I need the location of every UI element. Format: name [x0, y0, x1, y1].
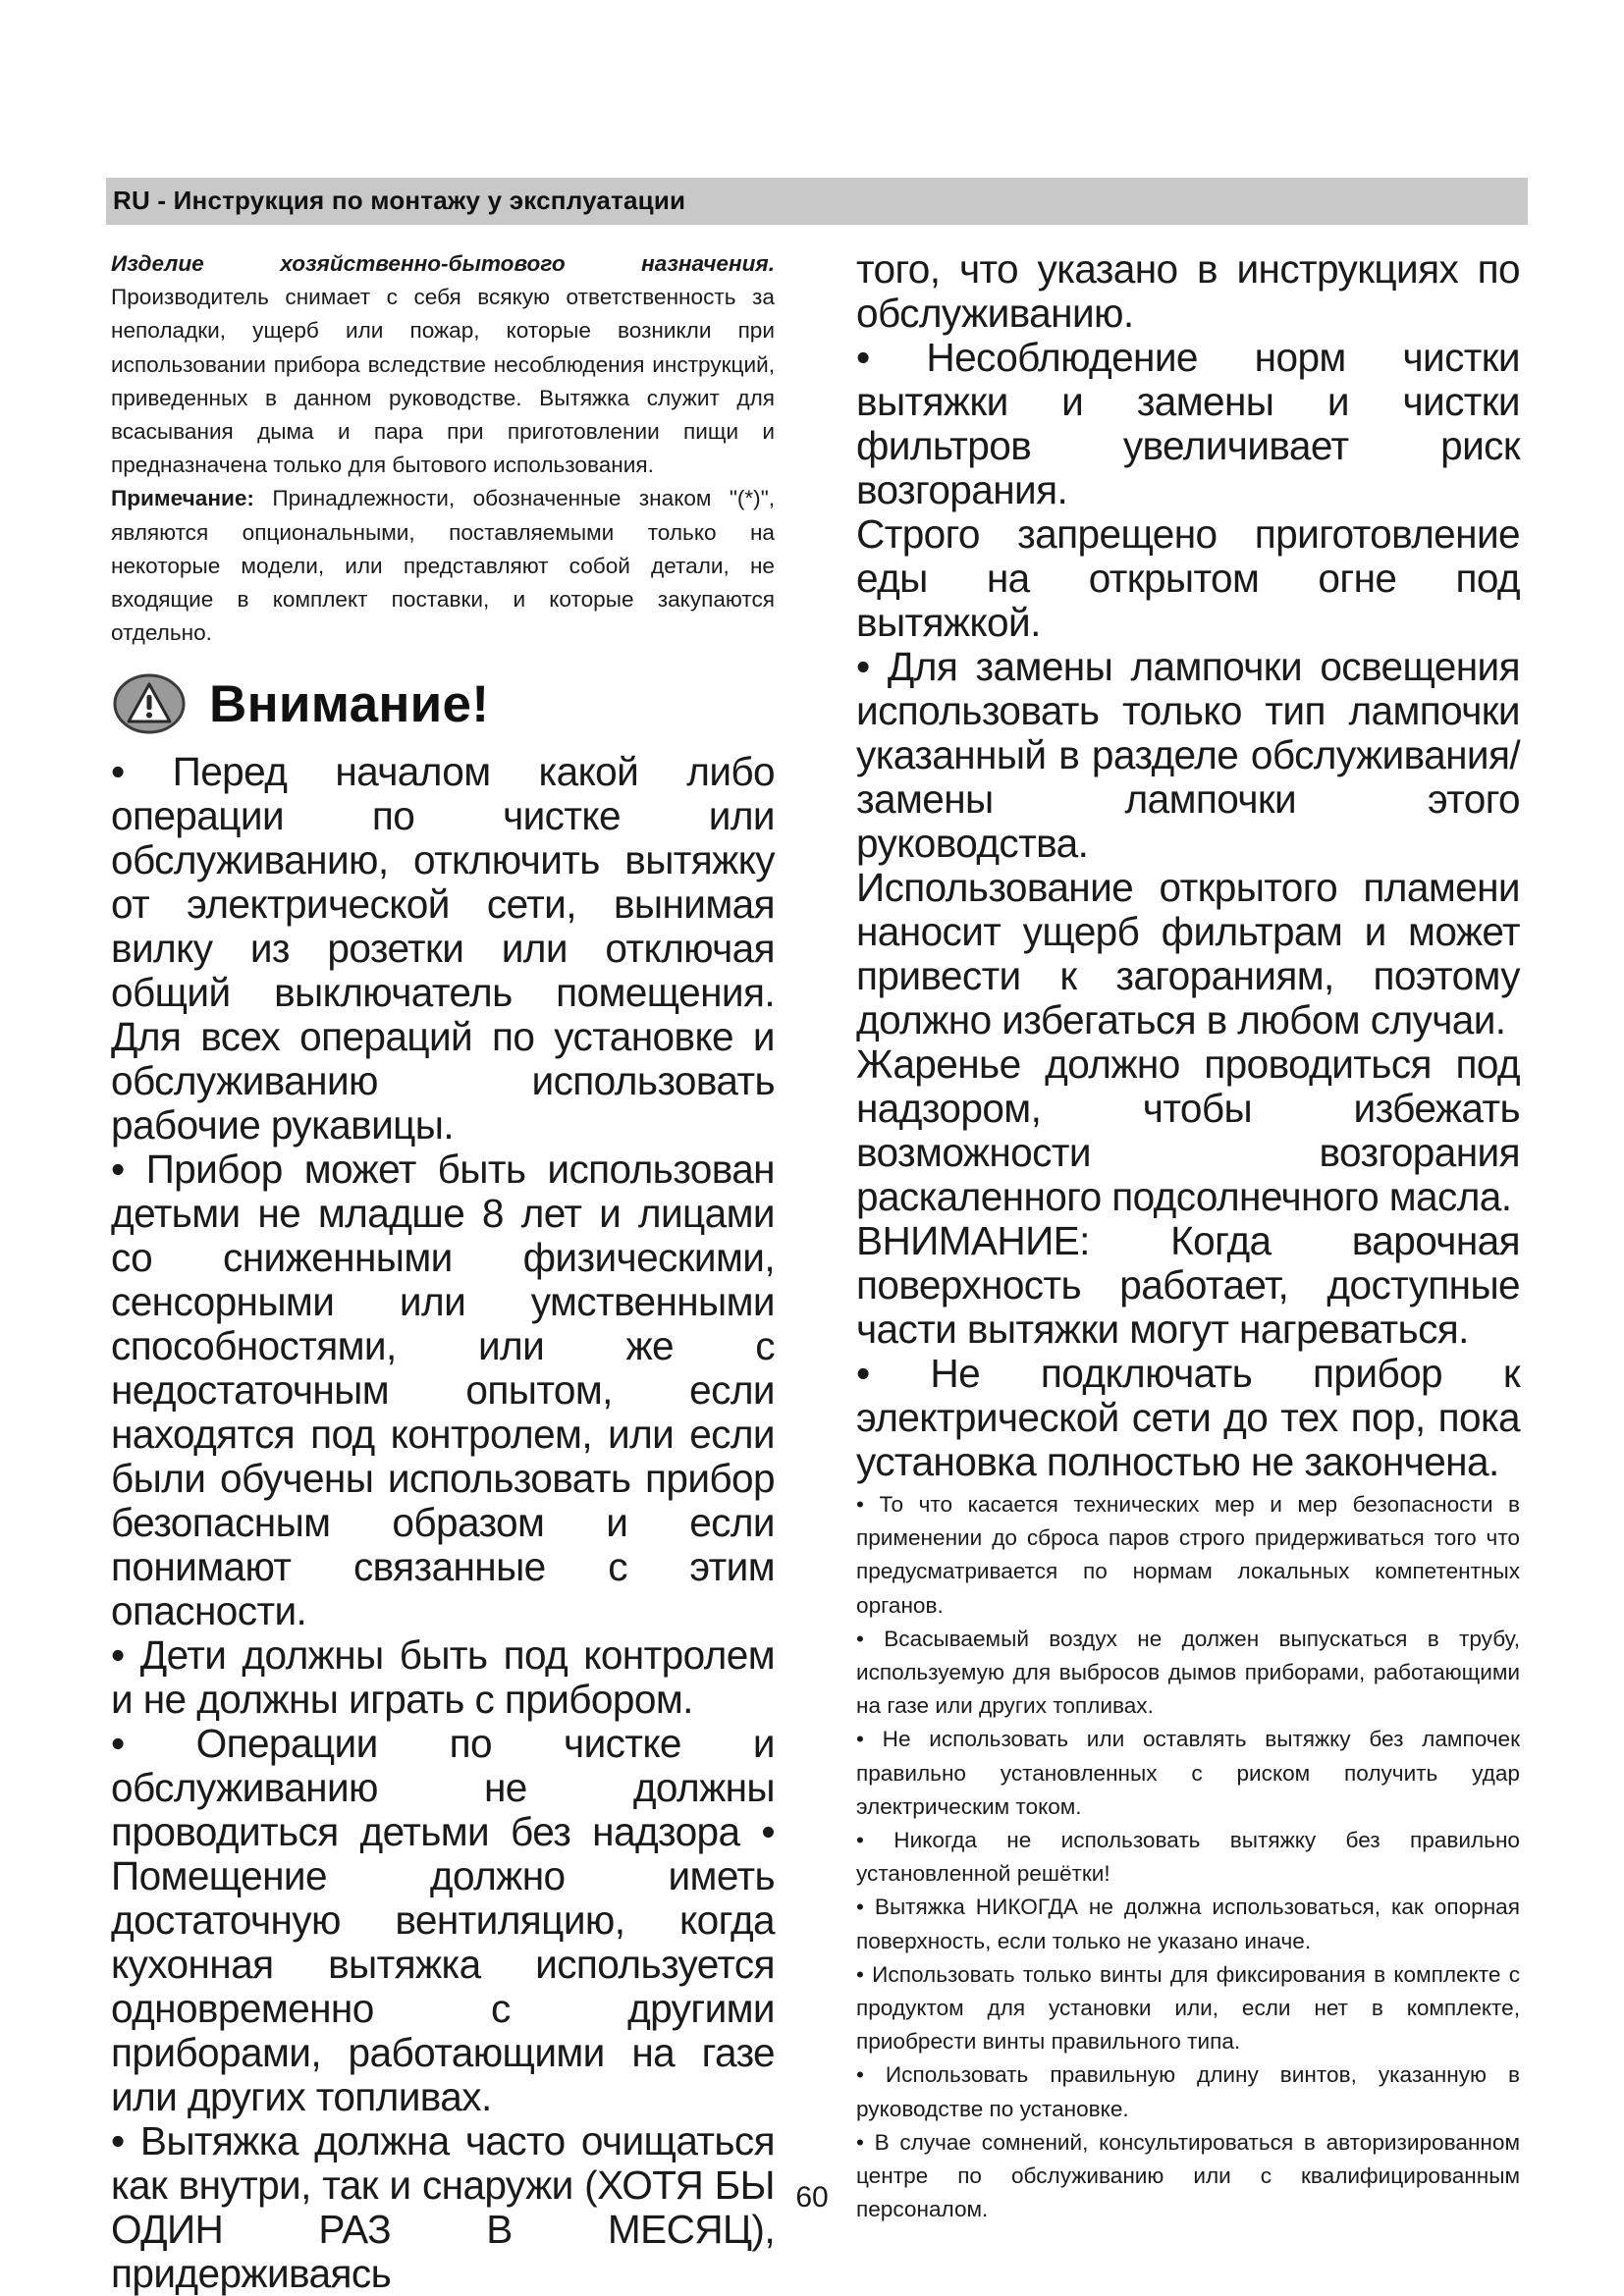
note-label: Примечание: [111, 486, 254, 511]
safety-paragraph-11: Жаренье должно проводиться под надзором, чтобы избежать возможности возгорания раскаленного подсолнечного масла. [856, 1041, 1520, 1219]
safety-paragraph-13: • Не подключать прибор к электрической сети до тех пор, пока установка полностью не закончена. [856, 1351, 1520, 1484]
safety-paragraph-12: ВНИМАНИЕ: Когда варочная поверхность работает, доступные части вытяжки могут нагреваться. [856, 1218, 1520, 1352]
warning-title: Внимание! [209, 674, 490, 733]
safety-note-2: • Всасываемый воздух не должен выпускаться в трубу, используемую для выбросов дымов приборами, работающими на газе или других топливах. [856, 1626, 1520, 1719]
safety-note-3: • Не использовать или оставлять вытяжку без лампочек правильно установленных с риском получить удар электрическим током. [856, 1727, 1520, 1819]
section-header-title: RU - Инструкция по монтажу у эксплуатации [113, 186, 686, 215]
section-header [106, 178, 1528, 225]
safety-note-5: • Вытяжка НИКОГДА не должна использоваться, как опорная поверхность, если только не указано иначе. [856, 1895, 1520, 1953]
right-column [856, 247, 1520, 2226]
warning-triangle-icon [113, 673, 186, 734]
safety-paragraph-8: Строго запрещено приготовление еды на открытом огне под вытяжкой. [856, 511, 1520, 645]
safety-note-1: • То что касается технических мер и мер безопасности в применении до сброса паров строго придерживаться того что предусматривается по нормам локальных компетентных органов. [856, 1492, 1520, 1618]
accessories-note [111, 482, 775, 650]
page-number: 60 [795, 2181, 829, 2214]
safety-paragraph-2: • Прибор может быть использован детьми не младше 8 лет и лицами со сниженными физическими, сенсорными или умственными способностями, или же с недостаточным опытом, если находятся под контролем, или если были обучены использовать прибор безопасным образом и если понимают связанные с этим опасности. [111, 1147, 775, 1634]
safety-paragraph-3: • Дети должны быть под контролем и не должны играть с прибором. [111, 1632, 775, 1723]
warning-heading [111, 666, 775, 742]
left-column [111, 247, 775, 2296]
safety-paragraph-9: • Для замены лампочки освещения использовать только тип лампочки указанный в разделе обслуживания/замены лампочки этого руководства. [856, 644, 1520, 866]
safety-note-8: • В случае сомнений, консультироваться в авторизированном центре по обслуживанию или с квалифицированным персоналом. [856, 2129, 1520, 2222]
liability-intro-text: Производитель снимает с себя всякую ответственность за неполадки, ущерб или пожар, которые возникли при использовании прибора вследствие несоблюдения инструкций, приведенных в данном руководстве. Вытяжка служит для всасывания дыма и пара при приготовлении пищи и предназначена только для бытового использования. [111, 285, 775, 478]
safety-paragraph-6: того, что указано в инструкциях по обслуживанию. [856, 246, 1520, 336]
safety-paragraph-4: • Операции по чистке и обслуживанию не должны проводиться детьми без надзора • Помещение должно иметь достаточную вентиляцию, когда кухонная вытяжка используется одновременно с другими приборами, работающими на газе или других топливах. [111, 1721, 775, 2120]
safety-note-6: • Использовать только винты для фиксирования в комплекте с продуктом для установки или, если нет в комплекте, приобрести винты правильного типа. [856, 1961, 1520, 2055]
safety-paragraph-7: • Несоблюдение норм чистки вытяжки и замены и чистки фильтров увеличивает риск возгорания. [856, 335, 1520, 512]
safety-paragraph-5: • Вытяжка должна часто очищаться как внутри, так и снаружи (ХОТЯ БЫ ОДИН РАЗ В МЕСЯЦ), придерживаясь [111, 2118, 775, 2296]
safety-paragraph-1: • Перед началом какой либо операции по чистке или обслуживанию, отключить вытяжку от электрической сети, вынимая вилку из розетки или отключая общий выключатель помещения. Для всех операций по установке и обслуживанию использовать рабочие рукавицы. [111, 749, 775, 1148]
safety-note-7: • Использовать правильную длину винтов, указанную в руководстве по установке. [856, 2062, 1520, 2121]
safety-paragraph-10: Использование открытого пламени наносит ущерб фильтрам и может привести к загораниям, поэтому должно избегаться в любом случаи. [856, 865, 1520, 1042]
note-text: Принадлежности, обозначенные знаком "(*)", являются опциональными, поставляемыми только на некоторые модели, или представляют собой детали, не входящие в комплект поставки, и которые закупаются отдельно. [111, 486, 775, 646]
product-purpose-title: Изделие хозяйственно-бытового назначения. [111, 251, 775, 276]
safety-note-4: • Никогда не использовать вытяжку без правильно установленной решётки! [856, 1828, 1520, 1887]
